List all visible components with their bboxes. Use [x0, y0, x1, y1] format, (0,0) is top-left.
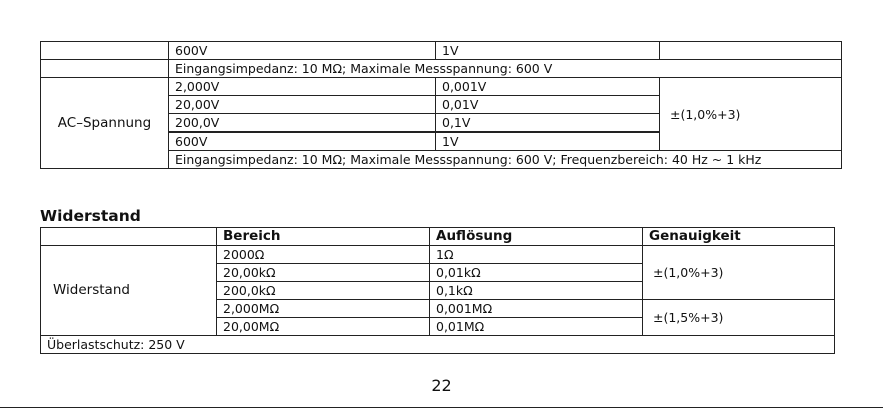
header-resolution: Auflösung [430, 228, 643, 246]
range-cell: 20,00MΩ [217, 318, 430, 336]
accuracy-cell: ±(1,5%+3) [643, 300, 835, 336]
empty-cell [41, 228, 217, 246]
resolution-cell: 0,001V [436, 78, 660, 96]
header-accuracy: Genauigkeit [643, 228, 835, 246]
accuracy-cell: ±(1,0%+3) [643, 246, 835, 300]
accuracy-cell [660, 42, 842, 60]
table-row [41, 42, 842, 60]
ac-voltage-label: AC–Spannung [41, 78, 169, 169]
resolution-cell: 0,1kΩ [430, 282, 643, 300]
header-range: Bereich [217, 228, 430, 246]
range-cell: 600V [169, 132, 436, 151]
spec-note: Eingangsimpedanz: 10 MΩ; Maximale Messspannung: 600 V [169, 60, 842, 78]
resolution-cell: 0,01MΩ [430, 318, 643, 336]
table-header-row [41, 228, 835, 246]
range-cell: 2,000V [169, 78, 436, 96]
empty-cell [41, 42, 169, 60]
page-number: 22 [431, 376, 452, 395]
resolution-cell: 0,001MΩ [430, 300, 643, 318]
range-cell: 20,00V [169, 96, 436, 114]
table-row [41, 60, 842, 78]
resistance-table [40, 227, 835, 354]
spec-note: Überlastschutz: 250 V [41, 336, 835, 354]
accuracy-cell: ±(1,0%+3) [660, 78, 842, 151]
range-cell: 200,0V [169, 114, 436, 133]
divider [0, 407, 883, 408]
ac-voltage-table [40, 41, 842, 169]
range-cell: 2,000MΩ [217, 300, 430, 318]
resolution-cell: 1V [436, 132, 660, 151]
resolution-cell: 0,01V [436, 96, 660, 114]
resolution-cell: 0,1V [436, 114, 660, 133]
table-row [41, 78, 842, 96]
table-row [41, 246, 835, 264]
range-cell: 600V [169, 42, 436, 60]
range-cell: 200,0kΩ [217, 282, 430, 300]
table-row [41, 336, 835, 354]
resolution-cell: 1Ω [430, 246, 643, 264]
resistance-label: Widerstand [41, 246, 217, 336]
spec-note: Eingangsimpedanz: 10 MΩ; Maximale Messspannung: 600 V; Frequenzbereich: 40 Hz ~ 1 kHz [169, 151, 842, 169]
section-title: Widerstand [40, 207, 141, 225]
resolution-cell: 1V [436, 42, 660, 60]
resolution-cell: 0,01kΩ [430, 264, 643, 282]
range-cell: 20,00kΩ [217, 264, 430, 282]
empty-cell [41, 60, 169, 78]
range-cell: 2000Ω [217, 246, 430, 264]
